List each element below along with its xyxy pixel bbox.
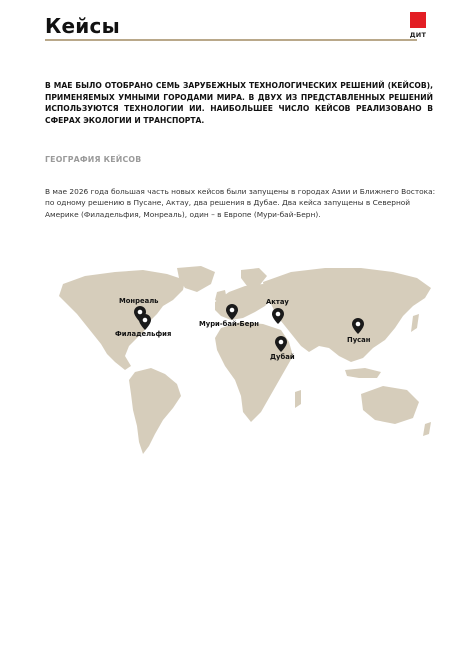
scandinavia-shape (241, 268, 267, 286)
japan-shape (411, 314, 419, 332)
north-america-shape (59, 270, 185, 370)
header-divider (45, 39, 417, 41)
world-map (45, 262, 437, 462)
city-label-montreal: Монреаль (119, 297, 159, 305)
lead-paragraph: В МАЕ БЫЛО ОТОБРАНО СЕМЬ ЗАРУБЕЖНЫХ ТЕХНОЛОГИЧЕСКИХ РЕШЕНИЙ (КЕЙСОВ), ПРИМЕНЯЕМЫХ УМНЫМИ ГОРОДАМИ МИРА. В ДВУХ ИЗ ПРЕДСТАВЛЕННЫХ РЕШЕНИЙ ИСПОЛЬЗУЮТСЯ ТЕХНОЛОГИИ ИИ. НАИБОЛЬШЕЕ ЧИСЛО КЕЙСОВ РЕАЛИЗОВАНО В СФЕРАХ ЭКОЛОГИИ И ТРАНСПОРТА. (45, 81, 433, 125)
map-pin-icon (272, 308, 284, 324)
map-pin-icon (139, 314, 151, 330)
dit-logo (407, 12, 429, 46)
australia-shape (361, 386, 419, 424)
map-pin-icon (226, 304, 238, 320)
section-heading: ГЕОГРАФИЯ КЕЙСОВ (45, 155, 142, 164)
city-label-aktau: Актау (266, 298, 289, 306)
city-label-philadelphia: Филадельфия (115, 330, 172, 338)
madagascar-shape (295, 390, 301, 408)
indonesia-shape (345, 368, 381, 378)
city-label-muri-bei-bern: Мури-бай-Берн (199, 320, 259, 328)
new-zealand-shape (423, 422, 431, 436)
page-title: Кейсы (45, 14, 120, 38)
south-america-shape (129, 368, 181, 454)
city-label-dubai: Дубай (270, 353, 295, 361)
city-label-busan: Пусан (347, 336, 371, 344)
section-body: В мае 2026 года большая часть новых кейсов были запущены в городах Азии и Ближнего Востока: по одному решению в Пусане, Актау, два решения в Дубае. Два кейса запущены в Северной Америке (Филадельфия, Монреаль), один – в Европе (Мури-бай-Берн). (45, 187, 436, 219)
map-pin-icon (275, 336, 287, 352)
logo-mark (410, 12, 426, 28)
logo-text: ДИТ (409, 31, 427, 39)
map-pin-icon (352, 318, 364, 334)
world-map-land (45, 262, 437, 462)
